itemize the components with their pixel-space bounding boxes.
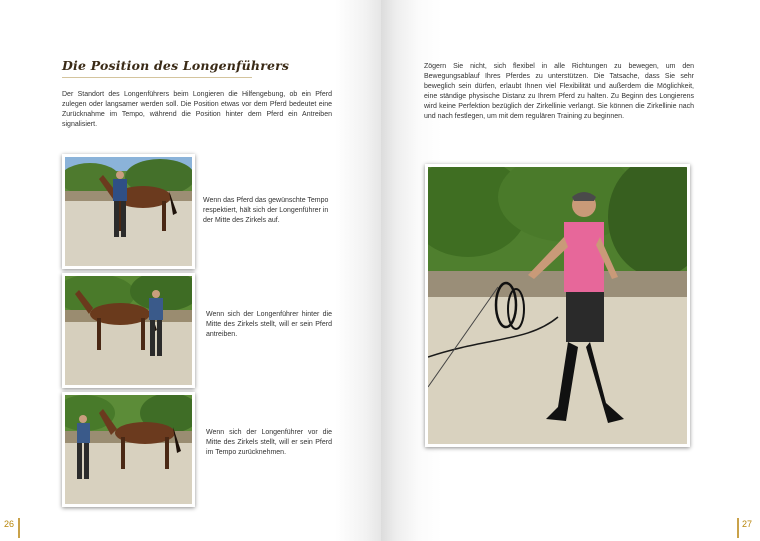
photo-handler-behind: [62, 273, 195, 388]
page-number-left: 26: [4, 519, 15, 529]
caption-handler-behind: Wenn sich der Longenführer hinter die Mitte des Zirkels stellt, will er sein Pferd antreiben.: [206, 311, 332, 338]
photo-2-image: [65, 276, 192, 385]
photo-3-image: [65, 395, 192, 504]
right-page: [381, 0, 760, 541]
photo-large-image: [428, 167, 687, 444]
caption-handler-middle: Wenn das Pferd das gewünschte Tempo respektiert, hält sich der Longenführer in der Mitte des Zirkels auf.: [203, 197, 329, 224]
heading-underline: [62, 77, 252, 78]
intro-paragraph: Der Standort des Longenführers beim Longieren die Hilfengebung, ob ein Pferd zulegen oder langsamer werden soll. Die Position etwas vor dem Pferd bedeutet eine Zurücknahme im Tempo, während die Position hinter dem Pferd ein Antreiben signalisiert.: [62, 91, 332, 128]
photo-handler-with-lunge: [425, 164, 690, 447]
caption-handler-front: Wenn sich der Longenführer vor die Mitte des Zirkels stellt, will er sein Pferd im Tempo zurücknehmen.: [206, 429, 332, 456]
photo-1-image: [65, 157, 192, 266]
photo-handler-front: [62, 392, 195, 507]
page-number-marker-left: [18, 518, 20, 538]
right-paragraph: Zögern Sie nicht, sich flexibel in alle Richtungen zu bewegen, um den Bewegungsablauf Ihres Pferdes zu unterstützen. Die Tatsache, dass Sie sehr beweglich sein dürfen, erlaubt Ihnen viel Flexibilität und außerdem die Möglichkeit, eine ständige physische Distanz zu Ihrem Pferd zu halten. Zu Beginn des Longierens wird keine Perfektion bezüglich der Zirkellinie verlangt. Sie können die Zirkellinie nach und nach festlegen, um mit dem regulären Training zu beginnen.: [424, 63, 694, 120]
page-number-marker-right: [737, 518, 739, 538]
photo-handler-middle: [62, 154, 195, 269]
section-heading: Die Position des Longenführers: [62, 58, 290, 73]
page-number-right: 27: [742, 519, 753, 529]
